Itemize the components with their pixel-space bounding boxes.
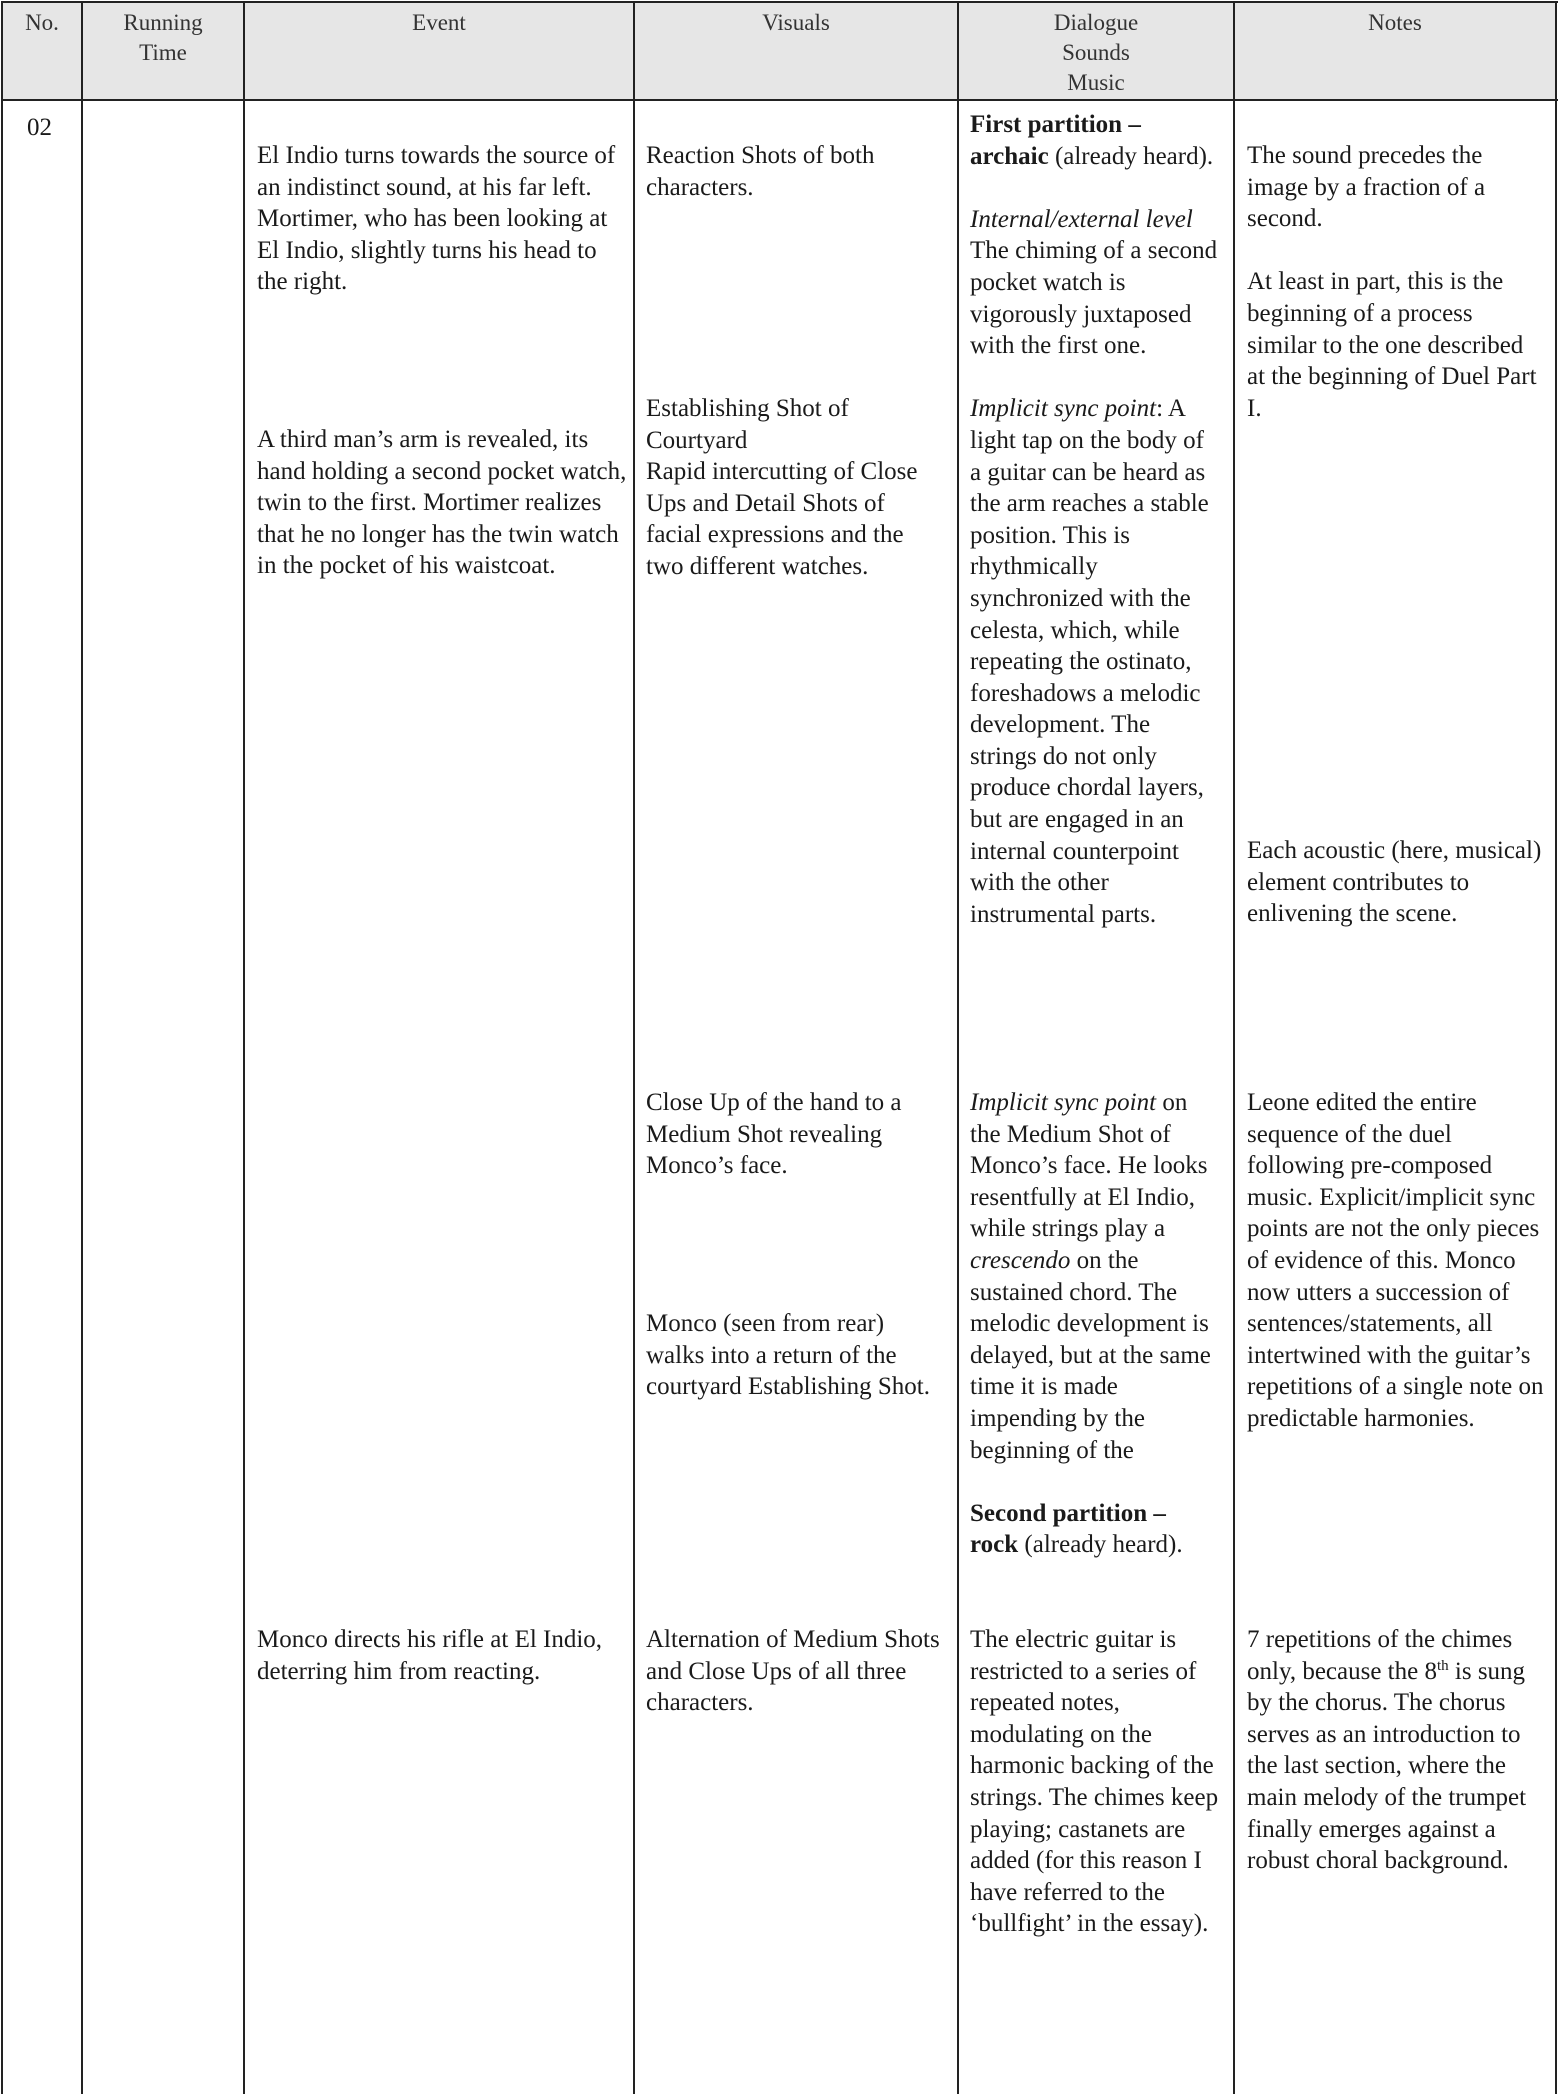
header-event: Event <box>412 10 466 35</box>
column-divider-1 <box>81 1 83 2094</box>
dialogue-cell-1: First partition – archaic (already heard). Internal/external level The chiming of a second pocket watch is vigorously juxtaposed with the first one. Implicit sync point: A light tap on the body of a guitar can be heard as the arm reaches a stable position. This is rhythmically synchronized with the celesta, which, while repeating the ostinato, foreshadows a melodic development. The strings do not only produce chordal layers, but are engaged in an internal counterpoint with the other instrumental parts. <box>970 111 1218 928</box>
visuals-intercutting: Rapid intercutting of Close Ups and Detail Shots of facial expressions and the two different watches. <box>646 458 918 580</box>
column-divider-2 <box>243 1 245 2094</box>
visuals-cell-1: Reaction Shots of both characters. <box>646 142 875 201</box>
header-visuals: Visuals <box>762 10 830 35</box>
event-cell-3: Monco directs his rifle at El Indio, deterring him from reacting. <box>257 1626 603 1685</box>
table-border-right <box>1555 1 1557 2094</box>
notes-cell-4: 7 repetitions of the chimes only, because the 8th is sung by the chorus. The chorus serves as an introduction to the last section, where the main melody of the trumpet finally emerges against a robust choral background. <box>1247 1626 1527 1875</box>
visuals-cell-2 <box>646 393 946 583</box>
header-notes: Notes <box>1368 10 1422 35</box>
column-divider-3 <box>633 1 635 2094</box>
table-border-left <box>1 1 3 2094</box>
row-number: 02 <box>27 114 52 141</box>
implicit-sync-point-label: Implicit sync point <box>970 395 1157 423</box>
visuals-cell-3: Close Up of the hand to a Medium Shot revealing Monco’s face. <box>646 1089 902 1180</box>
notes-cell-2: Each acoustic (here, musical) element contributes to enlivening the scene. <box>1247 837 1542 928</box>
header-divider <box>1 99 1558 101</box>
table-border-top <box>1 1 1558 3</box>
dialogue-cell-2: Implicit sync point on the Medium Shot of Monco’s face. He looks resentfully at El Indio, while strings play a crescendo on the sustained chord. The melodic development is delayed, but at the same time it is made impending by the beginning of the Second partition – rock (already heard). <box>970 1089 1211 1559</box>
notes-cell-3: Leone edited the entire sequence of the duel following pre-composed music. Explicit/implicit sync points are not the only pieces of evidence of this. Monco now utters a succession of sentences/statements, all intertwined with the guitar’s repetitions of a single note on predictable harmonies. <box>1247 1089 1544 1432</box>
column-divider-4 <box>957 1 959 2094</box>
header-running-time: Running Time <box>123 10 203 65</box>
visuals-cell-4: Monco (seen from rear) walks into a return of the courtyard Establishing Shot. <box>646 1310 930 1401</box>
internal-external-level-label: Internal/external level <box>970 205 1193 233</box>
column-divider-5 <box>1233 1 1235 2094</box>
first-partition-label: First partition – archaic <box>970 111 1141 170</box>
event-cell-1: El Indio turns towards the source of an indistinct sound, at his far left. Mortimer, who has been looking at El Indio, slightly turns his head to the right. <box>257 142 616 296</box>
header-no: No. <box>25 10 59 35</box>
notes-cell-1: The sound precedes the image by a fraction of a second. At least in part, this is the beginning of a process similar to the one described at the beginning of Duel Part I. <box>1247 142 1537 422</box>
implicit-sync-point-label-2: Implicit sync point <box>970 1089 1157 1116</box>
visuals-cell-5: Alternation of Medium Shots and Close Ups of all three characters. <box>646 1626 940 1717</box>
header-dialogue-sounds-music: Dialogue Sounds Music <box>1053 10 1139 95</box>
second-partition-label: Second partition – rock <box>970 1499 1166 1559</box>
visuals-establishing-shot: Establishing Shot of Courtyard <box>646 395 849 454</box>
dialogue-cell-3: The electric guitar is restricted to a series of repeated notes, modulating on the harmonic backing of the strings. The chimes keep playing; castanets are added (for this reason I have referred to the ‘bullfight’ in the essay). <box>970 1626 1219 1938</box>
event-cell-2: A third man’s arm is revealed, its hand holding a second pocket watch, twin to the first. Mortimer realizes that he no longer has the twin watch in the pocket of his waistcoat. <box>257 426 627 580</box>
